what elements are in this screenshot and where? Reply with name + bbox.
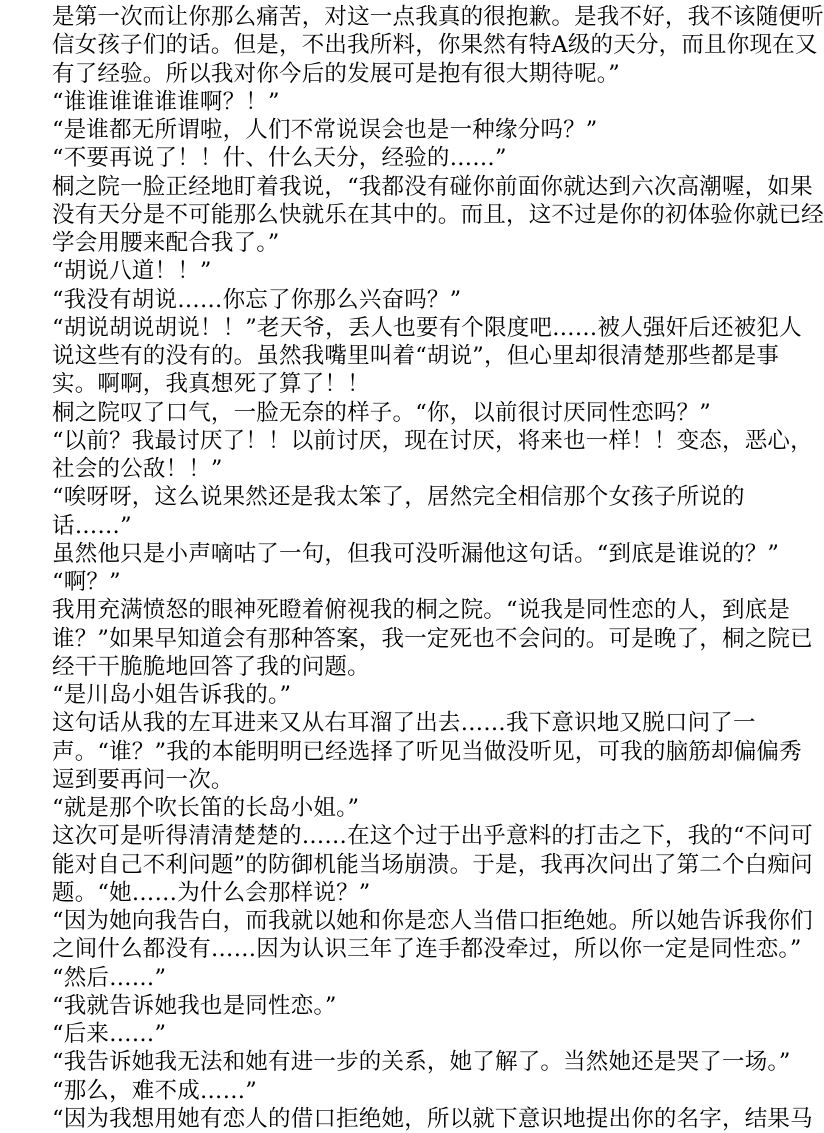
text-line: “唉呀呀，这么说果然还是我太笨了，居然完全相信那个女孩子所说的 [52,484,745,511]
text-line: 这次可是听得清清楚楚的……在这个过于出乎意料的打击之下，我的“不问可 [52,823,813,850]
text-line: “因为我想用她有恋人的借口拒绝她，所以就下意识地提出你的名字，结果马 [52,1105,813,1132]
text-line: “是川岛小姐告诉我的。” [52,682,292,708]
text-line: 声。“谁？”我的本能明明已经选择了听见当做没听见，可我的脑筋却偏偏秀 [52,738,802,765]
text-line: “因为她向我告白，而我就以她和你是恋人当借口拒绝她。所以她告诉我你们 [52,908,813,934]
text-line: 谁？”如果早知道会有那种答案，我一定死也不会问的。可是晚了，桐之院已 [52,625,813,652]
text-line: 题。“她……为什么会那样说？” [52,879,371,906]
text-line: 虽然他只是小声嘀咕了一句，但我可没听漏他这句话。“到底是谁说的？” [52,540,780,567]
text-line: 是第一次而让你那么痛苦，对这一点我真的很抱歉。是我不好，我不该随便听 [52,4,824,30]
text-line: 桐之院叹了口气，一脸无奈的样子。“你，以前很讨厌同性恋吗？” [52,399,712,426]
text-line: “是谁都无所谓啦，人们不常说误会也是一种缘分吗？” [52,117,598,143]
text-line: 能对自己不利问题”的防御机能当场崩溃。于是，我再次问出了第二个白痴问 [52,851,813,878]
text-line: “我告诉她我无法和她有进一步的关系，她了解了。当然她还是哭了一场。” [52,1049,791,1076]
text-line: 逗到要再问一次。 [52,766,234,793]
text-line: “就是那个吹长笛的长岛小姐。” [52,795,360,821]
text-line: 社会的公敌！！” [52,456,223,482]
text-line: 学会用腰来配合我了。” [52,230,280,256]
text-line: 之间什么都没有……因为认识三年了连手都没牵过，所以你一定是同性恋。” [52,936,802,963]
text-line: 说这些有的没有的。虽然我嘴里叫着“胡说”，但心里却很清楚那些都是事 [52,343,780,369]
text-line: 这句话从我的左耳进来又从右耳溜了出去……我下意识地又脱口问了一 [52,710,756,737]
text-line: 有了经验。所以我对你今后的发展可是抱有很大期待呢。” [52,60,620,87]
text-line: “我就告诉她我也是同性恋。” [52,992,337,1019]
text-line: 实。啊啊，我真想死了算了！！ [52,371,370,398]
text-line: “后来……” [52,1021,167,1047]
text-line: 话……” [52,512,132,539]
text-line: 我用充满愤怒的眼神死瞪着俯视我的桐之院。“说我是同性恋的人，到底是 [52,597,791,624]
text-line: “然后……” [52,964,167,991]
text-line: 经干干脆脆地回答了我的问题。 [52,653,370,680]
text-line: “不要再说了！！什、什么天分，经验的……” [52,145,507,172]
text-line: “谁谁谁谁谁谁啊？！” [52,88,280,115]
document-page [52,3,824,1132]
text-line: “胡说胡说胡说！！”老天爷，丢人也要有个限度吧……被人强奸后还被犯人 [52,314,802,341]
text-line: “那么，难不成……” [52,1077,258,1104]
text-line: 信女孩子们的话。但是，不出我所料，你果然有特A级的天分，而且你现在又 [52,32,818,59]
text-line: “啊？” [52,569,121,595]
text-line: 没有天分是不可能那么快就乐在其中的。而且，这不过是你的初体验你就已经 [52,201,824,228]
text-line: “胡说八道！！” [52,258,212,285]
text-line: 桐之院一脸正经地盯着我说，“我都没有碰你前面你就达到六次高潮喔，如果 [52,173,813,200]
text-line: “以前？我最讨厌了！！以前讨厌，现在讨厌，将来也一样！！变态，恶心， [52,427,813,454]
text-line: “我没有胡说……你忘了你那么兴奋吗？” [52,286,462,313]
